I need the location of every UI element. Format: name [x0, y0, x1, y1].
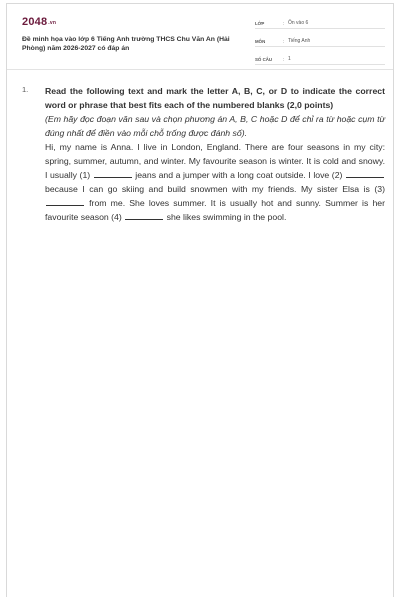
- meta-colon: :: [283, 39, 285, 44]
- answer-blank-3: [46, 197, 84, 206]
- worksheet-page: [6, 3, 394, 597]
- answer-blank-1: [94, 169, 132, 178]
- question-instruction: Read the following text and mark the letter A, B, C, or D to indicate the correct word or phrase that best fits each of the numbered blanks (2,0 points): [45, 86, 385, 110]
- meta-key: LỚP: [255, 21, 265, 26]
- site-logo[interactable]: [22, 16, 56, 28]
- meta-colon: :: [283, 57, 285, 62]
- meta-key: MÔN: [255, 39, 266, 44]
- meta-value: Tiếng Anh: [288, 38, 311, 44]
- document-title: Đề minh họa vào lớp 6 Tiếng Anh trường THCS Chu Văn An (Hải Phòng) năm 2026-2027 có đáp án: [22, 36, 230, 52]
- answer-blank-2: [346, 169, 384, 178]
- question-number: 1.: [22, 85, 29, 94]
- passage-text: jeans and a jumper with a long coat outside. I love (2): [135, 170, 343, 180]
- question-body: [45, 84, 385, 224]
- passage-text: Hi, my name is Anna. I live in London, England. There are four seasons in my city: spring, summer, autumn, and winter. My favourite season is winter. It is cold and snowy. I usually (1): [45, 142, 385, 180]
- passage-text: from me. She loves summer. It is usually hot and sunny. Summer is her favourite season (4): [45, 198, 385, 222]
- reading-passage: [45, 140, 385, 224]
- meta-value: Ôn vào 6: [288, 20, 309, 26]
- meta-colon: :: [283, 21, 285, 26]
- passage-text: because I can go skiing and build snowmen with my friends. My sister Elsa is (3): [45, 184, 385, 194]
- meta-row-subject: [255, 34, 385, 47]
- passage-text: she likes swimming in the pool.: [166, 212, 287, 222]
- answer-blank-4: [125, 211, 163, 220]
- logo-tld: .vn: [48, 20, 57, 26]
- meta-value: 1: [288, 56, 291, 62]
- meta-row-question-count: [255, 52, 385, 65]
- meta-panel: [255, 16, 385, 70]
- question-translation: (Em hãy đọc đoạn văn sau và chọn phương án A, B, C hoặc D để chỉ ra từ hoặc cụm từ đúng nhất để điền vào mỗi chỗ trống được đánh số).: [45, 114, 385, 138]
- meta-key: SỐ CÂU: [255, 57, 273, 62]
- question-block: [22, 84, 385, 224]
- logo-text: 2048: [22, 16, 48, 28]
- meta-row-grade: [255, 16, 385, 29]
- document-header: [7, 4, 393, 70]
